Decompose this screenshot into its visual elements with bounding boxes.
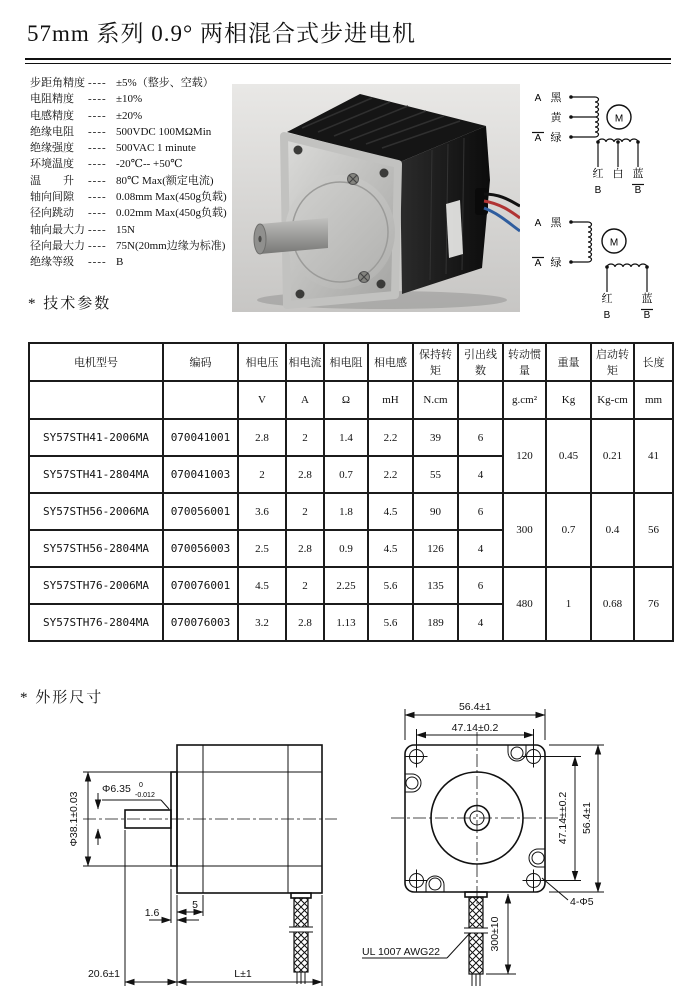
weight-cell: 0.7 (546, 493, 591, 567)
inductance-cell: 2.2 (368, 419, 413, 456)
corner-hole (296, 290, 305, 299)
shaft-center-hole (258, 236, 261, 242)
unit-cell (458, 381, 503, 419)
inertia-cell: 480 (503, 567, 546, 641)
start-torque-cell: 0.68 (591, 567, 634, 641)
terminal-dot (616, 140, 620, 144)
code-cell: 070041003 (163, 456, 238, 493)
spec-dashes: ---- (88, 77, 107, 89)
lead-label-yellow: 黄 (550, 112, 562, 124)
lead-label-red: 红 (592, 168, 604, 180)
resistance-cell: 0.7 (324, 456, 368, 493)
table-row (29, 493, 673, 530)
phase-label-a-bar: A (534, 258, 542, 269)
spec-value: -20℃-- +50℃ (116, 158, 183, 171)
lead-label-blue: 蓝 (632, 168, 644, 180)
spec-value: ±5%（整步、空载） (116, 77, 214, 89)
spec-value: 500VAC 1 minute (116, 142, 196, 155)
spec-label: 温 升 (30, 174, 74, 187)
spec-label: 轴向间隙 (30, 191, 74, 204)
spec-label: 电阻精度 (30, 93, 74, 106)
cable-ring-gap (467, 928, 485, 933)
torque-cell: 189 (413, 604, 458, 641)
phase-label-b-bar: B (643, 310, 651, 321)
code-cell: 070056001 (163, 493, 238, 530)
col-header: 启动转矩 (591, 343, 634, 381)
phase-label-b: B (603, 310, 611, 321)
spec-value: 0.02mm Max(450g负载) (116, 207, 227, 220)
spec-dashes: ---- (88, 158, 107, 171)
leads-cell: 6 (458, 567, 503, 604)
leads-cell: 6 (458, 419, 503, 456)
voltage-cell: 3.6 (238, 493, 286, 530)
col-header: 保持转矩 (413, 343, 458, 381)
current-cell: 2.8 (286, 530, 324, 567)
current-cell: 2 (286, 493, 324, 530)
current-cell: 2.8 (286, 604, 324, 641)
inertia-cell: 120 (503, 419, 546, 493)
start-torque-cell: 0.21 (591, 419, 634, 493)
dimension-drawings (0, 690, 700, 1002)
unit-cell: g.cm² (503, 381, 546, 419)
cable-collar (291, 893, 311, 898)
front-view-drawing (362, 701, 604, 986)
lead-label-black: 黑 (550, 217, 562, 229)
flange-outline (405, 745, 545, 892)
spec-label: 步距角精度 (30, 77, 85, 89)
resistance-cell: 1.13 (324, 604, 368, 641)
torque-cell: 90 (413, 493, 458, 530)
motor-photo (232, 84, 520, 312)
title-divider (25, 58, 671, 64)
spec-value: 80℃ Max(额定电流) (116, 174, 214, 187)
inductance-cell: 4.5 (368, 493, 413, 530)
corner-hole (377, 280, 386, 289)
braided-cable (294, 898, 308, 972)
model-cell: SY57STH41-2006MA (29, 419, 163, 456)
spec-dashes: ---- (88, 142, 107, 155)
col-header: 重量 (546, 343, 591, 381)
side-view-drawing (68, 745, 337, 986)
spec-label: 电感精度 (30, 109, 74, 122)
spec-label: 环境温度 (30, 158, 74, 171)
body-len-dim: L±1 (234, 968, 252, 980)
screw-hole (532, 852, 544, 864)
table-row (29, 419, 673, 456)
cable-len-dim: 300±10 (489, 916, 501, 952)
code-cell: 070056003 (163, 530, 238, 567)
spec-dashes: ---- (88, 223, 107, 236)
motor-shaft (260, 218, 328, 254)
spec-value: ±10% (116, 93, 143, 106)
inductance-cell: 5.6 (368, 604, 413, 641)
shaft-tol-lower: -0.012 (135, 792, 155, 799)
unit-cell: Ω (324, 381, 368, 419)
model-cell: SY57STH76-2006MA (29, 567, 163, 604)
unit-cell (163, 381, 238, 419)
screw-hole (511, 747, 523, 759)
cable-ring-gap (292, 927, 310, 932)
col-header: 相电阻 (324, 343, 368, 381)
lead-label-red: 红 (601, 293, 613, 305)
torque-cell: 39 (413, 419, 458, 456)
leader-line (161, 800, 169, 809)
length-cell: 76 (634, 567, 673, 641)
spec-value: ±20% (116, 109, 143, 122)
leader-line (447, 933, 470, 958)
leader-line (542, 878, 568, 900)
terminal-dot (636, 140, 640, 144)
leads-cell: 4 (458, 456, 503, 493)
page-title: 57mm 系列 0.9° 两相混合式步进电机 (27, 21, 416, 46)
motor-symbol-label: M (614, 113, 624, 125)
col-header: 电机型号 (29, 343, 163, 381)
leads-cell: 4 (458, 604, 503, 641)
holes-callout: 4-Φ5 (570, 896, 594, 908)
phase-label-a: A (534, 218, 542, 229)
col-header: 编码 (163, 343, 238, 381)
spec-dashes: ---- (88, 239, 107, 252)
spec-label: 径向跳动 (30, 207, 74, 220)
torque-cell: 55 (413, 456, 458, 493)
spec-dashes: ---- (88, 256, 107, 269)
lead-label-green: 绿 (550, 132, 562, 144)
spec-dashes: ---- (88, 125, 107, 138)
resistance-cell: 2.25 (324, 567, 368, 604)
inductance-cell: 2.2 (368, 456, 413, 493)
spec-label: 轴向最大力 (30, 223, 85, 236)
wiring-diagram-6lead (532, 91, 644, 196)
lead-label-black: 黑 (550, 92, 562, 104)
voltage-cell: 3.2 (238, 604, 286, 641)
current-cell: 2 (286, 419, 324, 456)
motor-label-sticker (446, 200, 463, 258)
weight-cell: 1 (546, 567, 591, 641)
spec-dashes: ---- (88, 191, 107, 204)
weight-cell: 0.45 (546, 419, 591, 493)
model-cell: SY57STH41-2804MA (29, 456, 163, 493)
corner-hole (380, 169, 389, 178)
unit-cell: Kg (546, 381, 591, 419)
motor-symbol-label: M (609, 237, 619, 249)
col-header: 引出线数 (458, 343, 503, 381)
code-cell: 070041001 (163, 419, 238, 456)
current-cell: 2.8 (286, 456, 324, 493)
unit-cell: A (286, 381, 324, 419)
lead-label-white: 白 (612, 168, 624, 180)
spec-dashes: ---- (88, 109, 107, 122)
table-header-row (29, 343, 673, 381)
spec-value: B (116, 256, 124, 269)
unit-cell: V (238, 381, 286, 419)
terminal-dot (569, 260, 573, 264)
voltage-cell: 2 (238, 456, 286, 493)
resistance-cell: 0.9 (324, 530, 368, 567)
unit-cell (29, 381, 163, 419)
code-cell: 070076003 (163, 604, 238, 641)
col-header: 长度 (634, 343, 673, 381)
lead-label-blue: 蓝 (641, 293, 653, 305)
terminal-dot (645, 265, 649, 269)
terminal-dot (605, 265, 609, 269)
table-row (29, 567, 673, 604)
col-header: 相电流 (286, 343, 324, 381)
unit-cell: N.cm (413, 381, 458, 419)
tech-params-heading: * 技术参数 (28, 296, 112, 312)
col-header: 相电压 (238, 343, 286, 381)
model-cell: SY57STH56-2804MA (29, 530, 163, 567)
terminal-dot (569, 95, 573, 99)
leads-cell: 4 (458, 530, 503, 567)
model-cell: SY57STH76-2804MA (29, 604, 163, 641)
table-units-row (29, 381, 673, 419)
code-cell: 070076001 (163, 567, 238, 604)
resistance-cell: 1.8 (324, 493, 368, 530)
unit-cell: mm (634, 381, 673, 419)
phase-b-coil (607, 264, 647, 267)
pilot-step-dim: 1.6 (144, 907, 160, 919)
inductance-cell: 5.6 (368, 567, 413, 604)
spec-value: 500VDC 100MΩMin (116, 125, 212, 138)
braided-cable (469, 897, 483, 974)
shaft-dia-dim: Φ6.35 (102, 783, 131, 795)
spec-dashes: ---- (88, 207, 107, 220)
spec-label: 绝缘等级 (30, 256, 74, 269)
spec-value: 75N(20mm边缘为标准) (116, 239, 226, 252)
hole-span-v-dim: 47.14±±0.2 (557, 791, 569, 845)
phase-a-coil (571, 222, 592, 262)
shaft-len-dim: 20.6±1 (87, 968, 121, 980)
spec-label: 绝缘强度 (30, 142, 74, 155)
spec-value: 0.08mm Max(450g负载) (116, 191, 227, 204)
model-cell: SY57STH56-2006MA (29, 493, 163, 530)
spec-dashes: ---- (88, 93, 107, 106)
spec-value: 15N (116, 223, 135, 236)
spec-label: 径向最大力 (30, 239, 85, 252)
voltage-cell: 2.5 (238, 530, 286, 567)
phase-label-a: A (534, 93, 542, 104)
phase-label-b: B (594, 185, 602, 196)
start-torque-cell: 0.4 (591, 493, 634, 567)
torque-cell: 126 (413, 530, 458, 567)
terminal-dot (569, 220, 573, 224)
lead-label-green: 绿 (550, 257, 562, 269)
length-cell: 56 (634, 493, 673, 567)
screw-hole (429, 878, 441, 890)
col-header: 转动惯量 (503, 343, 546, 381)
dimensions-heading: * 外形尺寸 (20, 690, 104, 706)
leads-cell: 6 (458, 493, 503, 530)
unit-cell: Kg-cm (591, 381, 634, 419)
unit-cell: mH (368, 381, 413, 419)
length-cell: 41 (634, 419, 673, 493)
phase-label-b-bar: B (634, 185, 642, 196)
wire-spec-label: UL 1007 AWG22 (362, 946, 441, 958)
terminal-dot (596, 140, 600, 144)
torque-cell: 135 (413, 567, 458, 604)
spec-dashes: ---- (88, 174, 107, 187)
voltage-cell: 2.8 (238, 419, 286, 456)
pilot-dia-dim: Φ38.1±0.03 (68, 791, 80, 847)
cable-collar (465, 892, 487, 897)
tech-params-table (28, 342, 674, 642)
wiring-diagrams (525, 85, 700, 325)
wiring-diagram-4lead (532, 216, 653, 321)
width-dim: 56.4±1 (458, 701, 492, 713)
voltage-cell: 4.5 (238, 567, 286, 604)
inertia-cell: 300 (503, 493, 546, 567)
current-cell: 2 (286, 567, 324, 604)
resistance-cell: 1.4 (324, 419, 368, 456)
cap-depth-dim: 5 (192, 899, 198, 911)
height-dim: 56.4±1 (581, 801, 593, 835)
terminal-dot (569, 135, 573, 139)
hole-span-h-dim: 47.14±0.2 (451, 722, 499, 734)
spec-label: 绝缘电阻 (30, 125, 74, 138)
phase-label-a-bar: A (534, 133, 542, 144)
screw-hole (406, 777, 418, 789)
terminal-dot (569, 115, 573, 119)
inductance-cell: 4.5 (368, 530, 413, 567)
corner-hole (294, 146, 303, 155)
col-header: 相电感 (368, 343, 413, 381)
shaft-tol-upper: 0 (139, 782, 143, 789)
